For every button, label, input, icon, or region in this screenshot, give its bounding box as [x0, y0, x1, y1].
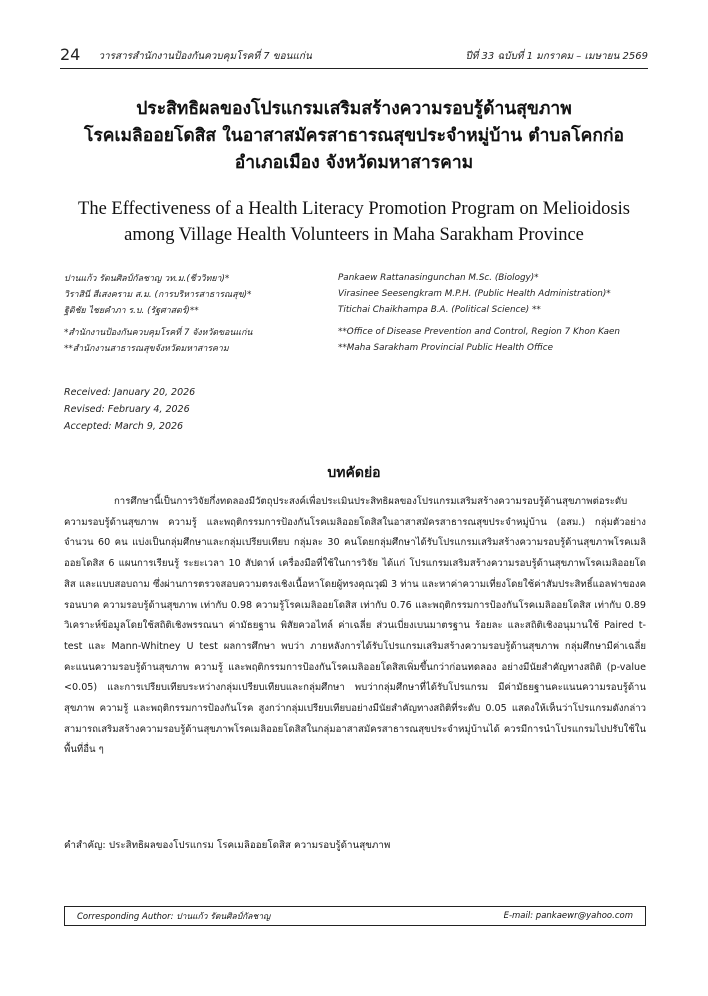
title-english	[40, 196, 668, 248]
author-english: Virasinee Seesengkram M.P.H. (Public Health Administration)*	[338, 289, 611, 299]
title-thai-line: ประสิทธิผลของโปรแกรมเสริมสร้างความรอบรู้ด้านสุขภาพ	[136, 99, 572, 119]
author-english: Titichai Chaikhampa B.A. (Political Science) **	[338, 305, 541, 315]
author-row	[64, 302, 668, 318]
author-row	[64, 286, 668, 302]
title-thai-line: โรคเมลิออยโดสิส ในอาสาสมัครสาธารณสุขประจำหมู่บ้าน ตำบลโคกก่อ	[83, 126, 625, 146]
corresponding-author: Corresponding Author: ปานแก้ว รัตนศิลป์กัลชาญ	[77, 912, 271, 922]
issue-info: ปีที่ 33 ฉบับที่ 1 มกราคม – เมษายน 2569	[465, 51, 648, 62]
affiliation-thai: **สำนักงานสาธารณสุขจังหวัดมหาสารคาม	[64, 344, 229, 354]
author-thai: วิราสินี สีเสงคราม ส.ม. (การบริหารสาธารณสุข)*	[64, 290, 252, 300]
accepted-date: Accepted: March 9, 2026	[64, 421, 184, 432]
author-row	[64, 270, 668, 286]
affiliation-english: **Maha Sarakham Provincial Public Health Office	[338, 343, 554, 353]
received-date: Received: January 20, 2026	[64, 387, 196, 398]
corresponding-author-box	[64, 906, 646, 926]
author-thai: ปานแก้ว รัตนศิลป์กัลชาญ วท.ม.(ชีววิทยา)*	[64, 274, 230, 284]
author-email: E-mail: pankaewr@yahoo.com	[503, 911, 633, 921]
affiliation-english: **Office of Disease Prevention and Control, Region 7 Khon Kaen	[338, 327, 620, 337]
affiliation-thai: *สำนักงานป้องกันควบคุมโรคที่ 7 จังหวัดขอนแก่น	[64, 328, 253, 338]
title-english-line: among Village Health Volunteers in Maha Sarakham Province	[124, 225, 584, 245]
title-thai-line: อำเภอเมือง จังหวัดมหาสารคาม	[234, 153, 474, 173]
running-header	[60, 44, 648, 64]
submission-dates	[64, 384, 195, 435]
revised-date: Revised: February 4, 2026	[64, 404, 190, 415]
keywords: คำสำคัญ: ประสิทธิผลของโปรแกรม โรคเมลิออยโดสิส ความรอบรู้ด้านสุขภาพ	[64, 840, 391, 851]
journal-name: วารสารสำนักงานป้องกันควบคุมโรคที่ 7 ขอนแก่น	[98, 51, 312, 62]
author-english: Pankaew Rattanasingunchan M.Sc. (Biology)*	[338, 273, 539, 283]
abstract-body: การศึกษานี้เป็นการวิจัยกึ่งทดลองมีวัตถุประสงค์เพื่อประเมินประสิทธิผลของโปรแกรมเสริมสร้างความรอบรู้ด้านสุขภาพต่อระดับความรอบรู้ด้านสุขภาพ ความรู้ และพฤติกรรมการป้องกันโรคเมลิออยโดสิสในอาสาสมัครสาธารณสุขประจำหมู่บ้าน (อสม.) กลุ่มตัวอย่าง จำนวน 60 คน แบ่งเป็นกลุ่มศึกษาและกลุ่มเปรียบเทียบ กลุ่มละ 30 คนโดยกลุ่มศึกษาได้รับโปรแกรมเสริมสร้างความรอบรู้ด้านสุขภาพโรคเมลิออยโดสิส 6 แผนการเรียนรู้ ระยะเวลา 10 สัปดาห์ เครื่องมือที่ใช้ในการวิจัย ได้แก่ โปรแกรมเสริมสร้างความรอบรู้ด้านสุขภาพโรคเมลิออยโดสิส และแบบสอบถาม ซึ่งผ่านการตรวจสอบความตรงเชิงเนื้อหาโดยผู้ทรงคุณวุฒิ 3 ท่าน และหาค่าความเที่ยงโดยใช้ค่าสัมประสิทธิ์แอลฟาของครอนบาค ความรอบรู้ด้านสุขภาพ เท่ากับ 0.98 ความรู้โรคเมลิออยโดสิส เท่ากับ 0.76 และพฤติกรรมการป้องกันโรคเมลิออยโดสิส เท่ากับ 0.89 วิเคราะห์ข้อมูลโดยใช้สถิติเชิงพรรณนา ค่ามัธยฐาน พิสัยควอไทล์ ค่าเฉลี่ย ส่วนเบี่ยงเบนมาตรฐาน ร้อยละ และสถิติเชิงอนุมานใช้ Paired t-test และ Mann-Whitney U test ผลการศึกษา พบว่า ภายหลังการได้รับโปรแกรมเสริมสร้างความรอบรู้ด้านสุขภาพ กลุ่มศึกษามีค่าเฉลี่ยคะแนนความรอบรู้ด้านสุขภาพ ความรู้ และพฤติกรรมการป้องกันโรคเมลิออยโดสิสเพิ่มขึ้นกว่าก่อนทดลอง อย่างมีนัยสำคัญทางสถิติ (p-value <0.05) และการเปรียบเทียบระหว่างกลุ่มเปรียบเทียบและกลุ่มศึกษา พบว่ากลุ่มศึกษาที่ได้รับโปรแกรม มีค่ามัธยฐานคะแนนความรอบรู้ด้านสุขภาพ ความรู้ และพฤติกรรมการป้องกันโรค สูงกว่ากลุ่มเปรียบเทียบอย่างมีนัยสำคัญทางสถิติที่ระดับ 0.05 แสดงให้เห็นว่าโปรแกรมดังกล่าวสามารถเสริมสร้างความรอบรู้ด้านสุขภาพโรคเมลิออยโดสิสในกลุ่มอาสาสมัครสาธารณสุขประจำหมู่บ้านได้ ควรมีการนำโปรแกรมไปปรับใช้ในพื้นที่อื่น ๆ	[64, 496, 646, 756]
abstract-heading: บทคัดย่อ	[327, 465, 381, 481]
header-rule	[60, 68, 648, 69]
affiliation-row	[64, 340, 668, 356]
author-thai: ฐิติชัย ไชยคำภา ร.บ. (รัฐศาสตร์)**	[64, 306, 199, 316]
title-english-line: The Effectiveness of a Health Literacy Promotion Program on Melioidosis	[78, 199, 630, 219]
title-thai	[40, 96, 668, 177]
author-block	[64, 270, 668, 356]
page-number: 24	[60, 45, 81, 64]
affiliation-row	[64, 324, 668, 340]
